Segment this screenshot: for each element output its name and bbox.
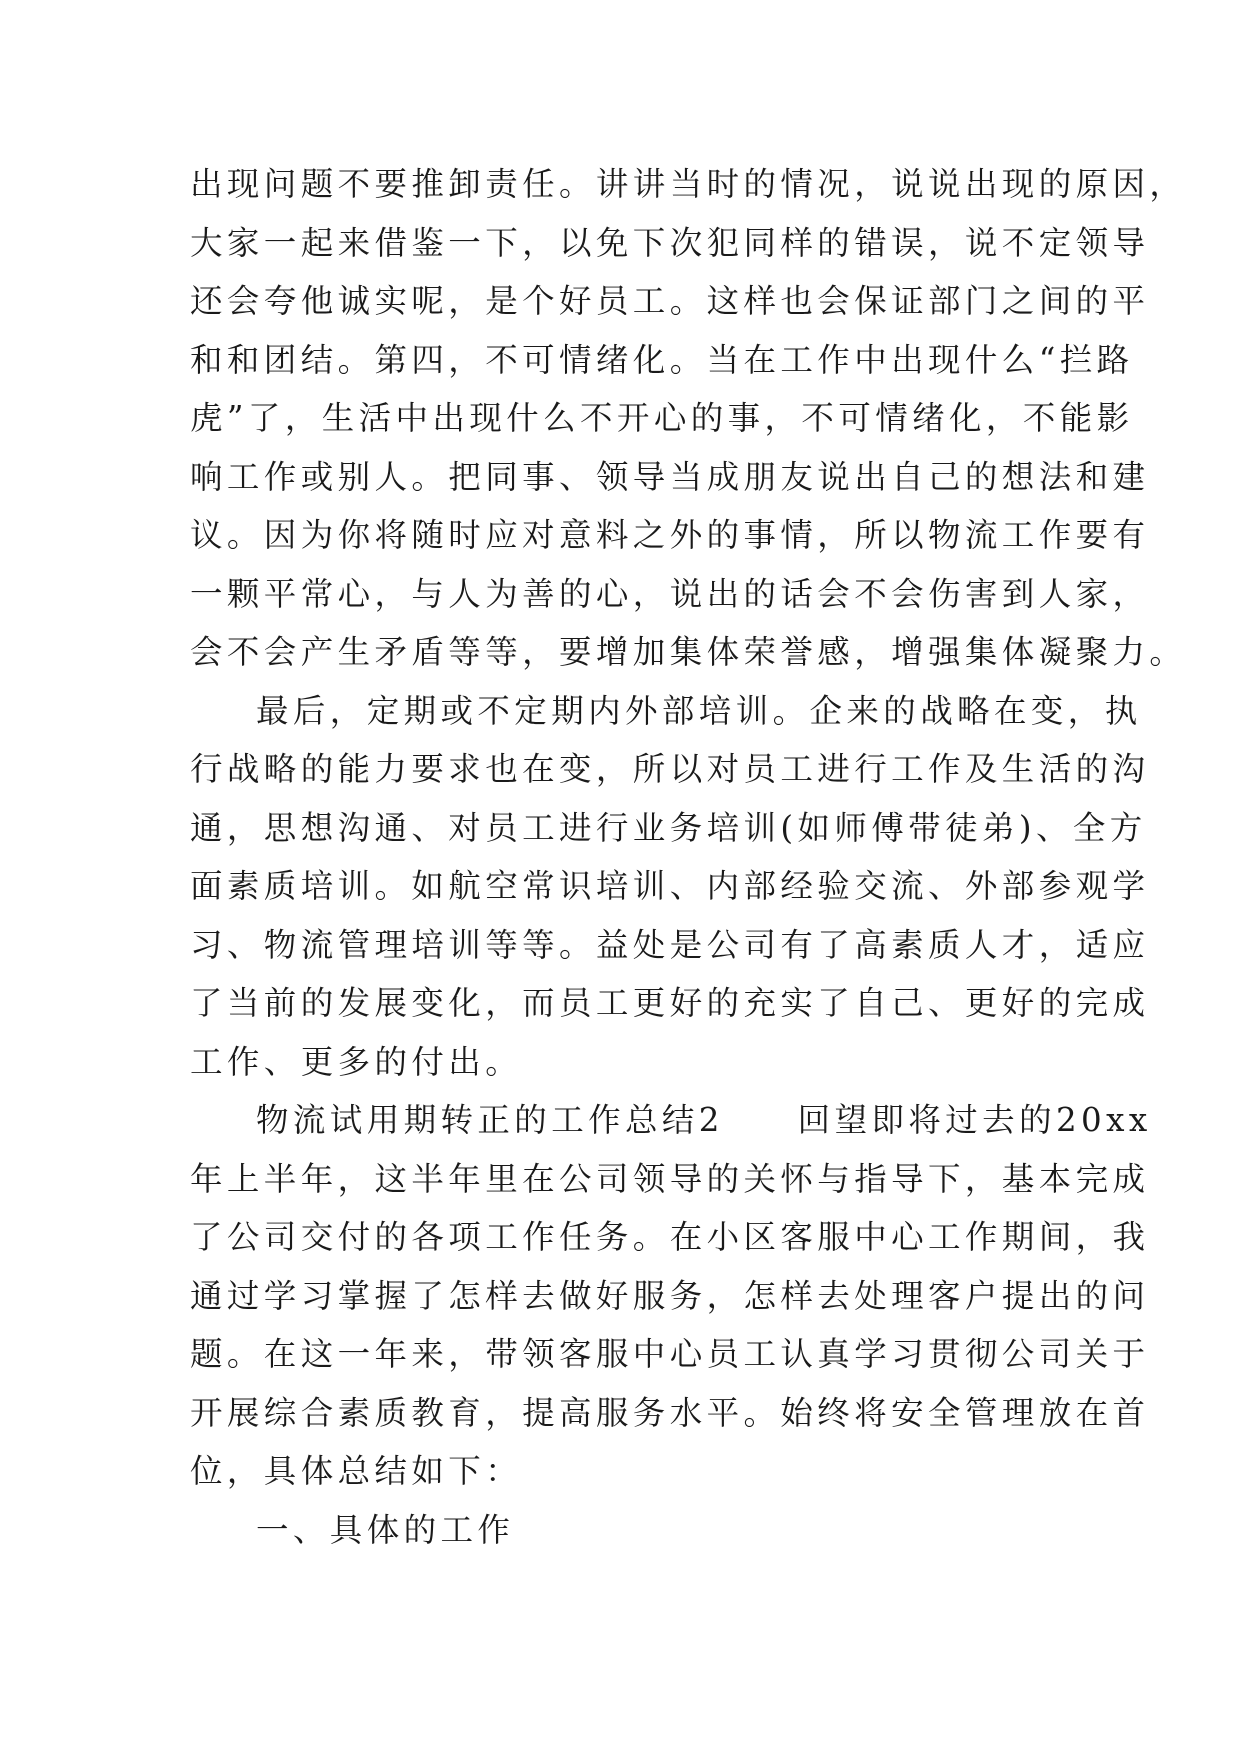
text-line: 虎”了，生活中出现什么不开心的事，不可情绪化，不能影 bbox=[190, 399, 1134, 437]
text-line: 出现问题不要推卸责任。讲讲当时的情况，说说出现的原因， bbox=[190, 165, 1187, 203]
text-line: 会不会产生矛盾等等，要增加集体荣誉感，增强集体凝聚力。 bbox=[190, 633, 1187, 671]
text-line: 年上半年，这半年里在公司领导的关怀与指导下，基本完成 bbox=[190, 1159, 1150, 1198]
text-line: 开展综合素质教育，提高服务水平。始终将安全管理放在首 bbox=[190, 1393, 1150, 1432]
text-line: 了公司交付的各项工作任务。在小区客服中心工作期间，我 bbox=[190, 1218, 1150, 1256]
text-line: 面素质培训。如航空常识培训、内部经验交流、外部参观学 bbox=[190, 867, 1150, 905]
section-heading: 一、具体的工作 bbox=[256, 1510, 515, 1549]
text-line: 一颗平常心，与人为善的心，说出的话会不会伤害到人家， bbox=[190, 574, 1150, 613]
text-line: 通过学习掌握了怎样去做好服务，怎样去处理客户提出的问 bbox=[190, 1276, 1150, 1315]
text-line: 响工作或别人。把同事、领导当成朋友说出自己的想法和建 bbox=[190, 457, 1150, 496]
text-line: 位，具体总结如下： bbox=[190, 1452, 523, 1490]
text-line: 和和团结。第四，不可情绪化。当在工作中出现什么“拦路 bbox=[190, 340, 1134, 379]
section-title-line: 物流试用期转正的工作总结2 回望即将过去的20xx bbox=[256, 1101, 1152, 1139]
text-line: 工作、更多的付出。 bbox=[190, 1042, 523, 1081]
text-line: 行战略的能力要求也在变，所以对员工进行工作及生活的沟 bbox=[190, 750, 1150, 788]
text-line: 了当前的发展变化，而员工更好的充实了自己、更好的完成 bbox=[190, 984, 1150, 1022]
text-line: 习、物流管理培训等等。益处是公司有了高素质人才，适应 bbox=[190, 925, 1150, 964]
text-line: 通，思想沟通、对员工进行业务培训(如师傅带徒弟)、全方 bbox=[190, 808, 1147, 847]
body-text bbox=[190, 155, 1187, 1559]
text-line: 议。因为你将随时应对意料之外的事情，所以物流工作要有 bbox=[190, 516, 1150, 554]
text-line: 还会夸他诚实呢，是个好员工。这样也会保证部门之间的平 bbox=[190, 282, 1150, 320]
text-line: 大家一起来借鉴一下，以免下次犯同样的错误，说不定领导 bbox=[190, 223, 1150, 262]
paragraph-first-line: 最后，定期或不定期内外部培训。企来的战略在变，执 bbox=[256, 691, 1142, 730]
text-line: 题。在这一年来，带领客服中心员工认真学习贯彻公司关于 bbox=[190, 1335, 1150, 1373]
